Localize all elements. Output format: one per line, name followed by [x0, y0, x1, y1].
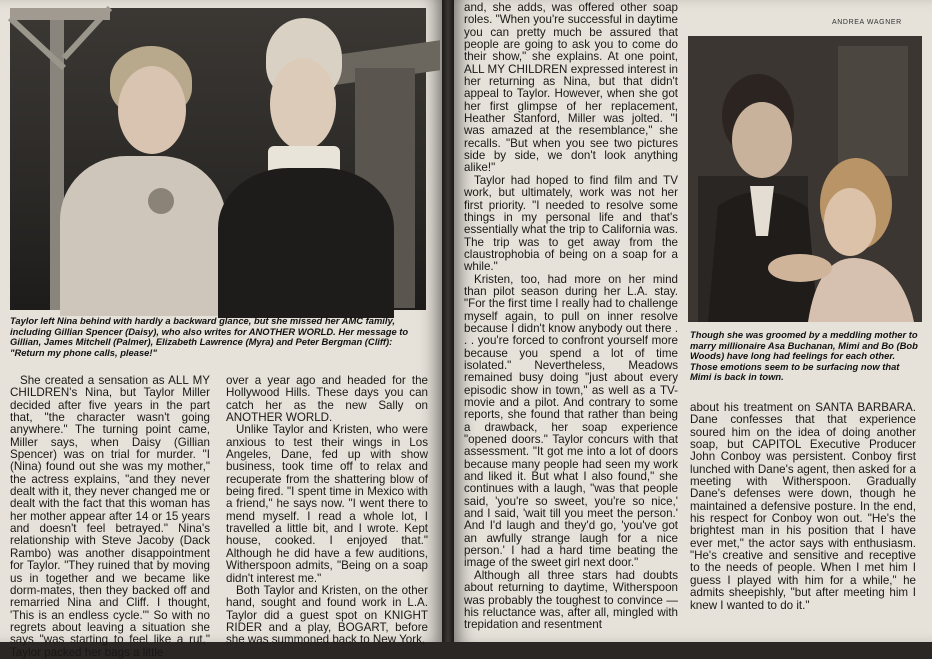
right-page: [454, 0, 932, 642]
article-paragraph: about his treatment on SANTA BARBARA. Dane confesses that that experience soured him on the idea of doing another soap, but CAPITOL Executive Producer John Conboy was persistent. Conboy first lunched with Dane's agent, then asked for a meeting with Witherspoon. Gradually Dane's defenses were down, though he maintained a defensive posture. In the end, his respect for Conboy won out. "He's the brightest man in his position that I have ever met," the actor says with enthusiasm. "He's creative and sensitive and receptive to the needs of people. When I met him I guess I played with him for a while," he admits sheepishly, "but after meeting him I knew I wanted to do it.": [690, 401, 916, 612]
photo-mimi-and-bo: [688, 36, 922, 322]
article-paragraph: and, she adds, was offered other soap roles. "When you're successful in daytime you can pretty much be assured that people are going to ask you to come do their show," she explains. At one point, ALL MY CHILDREN expressed interest in her returning as Nina, but that didn't appeal to Taylor. However, when she got her first glimpse of her replacement, Heather Stanford, Miller was jolted. "I was amazed at the resemblance," she recalls. "But when you see two pictures side by side, we don't look anything alike!": [464, 1, 678, 175]
right-column-2: [690, 402, 916, 612]
figure-gillian: [60, 38, 230, 310]
figure-taylor: [206, 18, 396, 310]
article-paragraph: Unlike Taylor and Kristen, who were anxious to test their wings in Los Angeles, Dane, fed up with show business, took time off to relax and recuperate from the shattering blow of being fired. "I spent time in Mexico with a friend," he says now. "I went there to mend myself. I read a whole lot, I travelled a little bit, and I wrote. Kept house, cooked. I enjoyed that." Although he did have a few auditions, Witherspoon admits, "Being on a soap didn't interest me.": [226, 423, 428, 585]
photo-credit: ANDREA WAGNER: [832, 19, 902, 26]
magazine-spine: [442, 0, 454, 642]
photo-caption-right: Though she was groomed by a meddling mother to marry millionaire Asa Buchanan, Mimi and Bo (Bob Woods) have long had feelings for each other. Those emotions seem to be surfacing now that Mimi is back in town.: [690, 329, 918, 383]
article-paragraph: Both Taylor and Kristen, on the other hand, sought and found work in L.A. Taylor did a guest spot on KNIGHT RIDER and a play, BOGART, before she was summoned back to New York,: [226, 583, 428, 647]
left-page: [0, 0, 442, 659]
left-column-1: [10, 375, 210, 659]
article-paragraph: Although all three stars had doubts about returning to daytime, Witherspoon was probably the toughest to convince — his reluctance was, after all, mingled with trepidation and resentment: [464, 568, 678, 632]
left-column-2: [226, 375, 428, 647]
photo-taylor-and-gillian: [10, 8, 426, 310]
article-paragraph: over a year ago and headed for the Hollywood Hills. These days you can catch her as the new Sally on ANOTHER WORLD.: [226, 374, 428, 425]
article-paragraph: She created a sensation as ALL MY CHILDREN's Nina, but Taylor Miller decided after five years in the part that, "the character wasn't going anywhere." The turning point came, Miller says, when Daisy (Gillian Spencer) was on trial for murder. "I (Nina) found out she was my mother," the actress explains, "and they never dealt with it, they never changed me or dealt with the fact that this woman has her mother appear after 14 or 15 years and doesn't feel betrayed." Nina's relationship with Steve Jacoby (Dack Rambo) was another disappointment for Taylor. "They ruined that by moving us in together and we became like dorm-mates, then they backed off and remarried Nina and Cliff. I thought, 'This is an endless cycle.'" So with no regrets about leaving a situation she says "was starting to feel like a rut," Taylor packed her bags a little: [10, 374, 210, 659]
right-column-1: [464, 2, 678, 632]
photo-caption-left: Taylor left Nina behind with hardly a backward glance, but she missed her AMC family, including Gillian Spencer (Daisy), who also writes for ANOTHER WORLD. Her message to Gillian, James Mitchell (Palmer), Elizabeth Lawrence (Myra) and Peter Bergman (Cliff): "Return my phone calls, please!": [10, 315, 409, 358]
article-paragraph: Kristen, too, had more on her mind than pilot season during her L.A. stay. "For the first time I really had to challenge myself again, to pull on inner resolve because I didn't know anybody out there . . . you're forced to confront yourself more because you spend a lot of time isolated." Nevertheless, Meadows remained busy doing "just about every episodic show in town," as well as a TV-movie and a pilot. And contrary to some reports, she found that rather than being a drawback, her soap experience "opened doors." Taylor concurs with that assessment. "It got me into a lot of doors because many people had seen my work and liked it. But what I also found," she continues with a laugh, "was that people said, 'you're so sweet, you're so nice,' and I said, 'wait till you meet the person.' And I'd laugh and they'd go, 'you've got an awfully strange laugh for a nice person.' I had a hard time beating the image of the sweet girl next door.": [464, 272, 678, 570]
photo-illustration: [688, 36, 922, 322]
article-paragraph: Taylor had hoped to find film and TV work, but ultimately, work was not her first priority. "I needed to resolve some things in my personal life and that's essentially what the trip to California was. The trip was to get away from the claustrophobia of being on a soap for a while.": [464, 173, 678, 274]
